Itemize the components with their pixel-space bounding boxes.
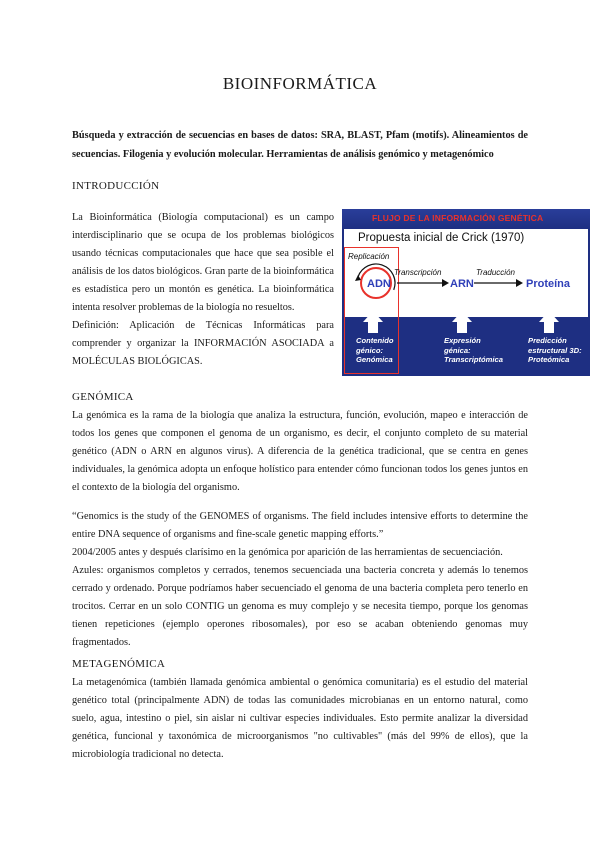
figure-header-title: FLUJO DE LA INFORMACIÓN GENÉTICA: [372, 213, 544, 223]
transcription-arrow-head: [442, 279, 449, 287]
translation-arrow-head: [516, 279, 523, 287]
intro-paragraph-1: La Bioinformática (Biología computacional) es un campo interdisciplinario que se ocupa de los problemas biológicos usando técnicas computacionales que hace que sea posible el análisis de los datos biológicos. Gran parte de la bioinformática es estadística pero un montón es genética. La bioinformática intenta resolver problemas de la biología no resueltos.: [72, 212, 334, 313]
figure-replicacion-label: Replicación: [348, 252, 390, 261]
figure-arn-label: ARN: [450, 278, 474, 290]
caption-line: génico:: [356, 345, 384, 355]
genomica-quote: “Genomics is the study of the GENOMES of organisms. The field includes intensive efforts to determine the entire DNA sequence of organisms and fine-scale genetic mapping efforts.”: [72, 511, 528, 540]
up-arrow-right: [539, 311, 559, 333]
genomica-notes: [72, 508, 528, 652]
genomica-paragraph-2: 2004/2005 antes y después clarísimo en la genómica por aparición de las herramientas de secuenciación.: [72, 547, 503, 558]
caption-line: Genómica: [356, 355, 393, 364]
figure-genomica-caption: [356, 336, 394, 365]
replication-arrow-head: [355, 275, 361, 281]
intro-paragraph-definition: Definición: Aplicación de Técnicas Informáticas para comprender y organizar la INFORMACIÓN ASOCIADA a MOLÉCULAS BIOLÓGICAS.: [72, 320, 334, 367]
genomica-text: [72, 407, 528, 497]
caption-line: génica:: [444, 345, 471, 355]
section-heading-genomica: GENÓMICA: [72, 391, 134, 403]
caption-line: Contenido: [356, 336, 394, 345]
figure-transcripcion-label: Transcripción: [394, 268, 442, 277]
figure-proteomica-caption: [528, 336, 582, 365]
caption-line: Transcriptómica: [444, 355, 503, 364]
metagenomica-paragraph-1: La metagenómica (también llamada genómica ambiental o genómica comunitaria) es el estudio del material genético total (principalmente ADN) de todas las comunidades microbianas en un entorno natural, como suelo, agua, intestino o piel, sin aislar ni cultivar especies individuales. Esto permite analizar la diversidad genética, funcional y taxonómica de microorganismos "no cultivables" (más del 99% de ellos), que la microbiología tradicional no detecta.: [72, 677, 528, 760]
figure-traduccion-label: Traducción: [476, 268, 515, 277]
page-title: BIOINFORMÁTICA: [222, 74, 378, 93]
section-heading-metagenomica: METAGENÓMICA: [72, 658, 166, 670]
figure-transcriptomica-caption: [444, 336, 503, 365]
figure-proteina-label: Proteína: [526, 278, 571, 290]
intro-text: [72, 209, 334, 371]
page-subtitle: Búsqueda y extracción de secuencias en bases de datos: SRA, BLAST, Pfam (motifs). Alineamientos de secuencias. Filogenia y evolución molecular. Herramientas de análisis genómico y metagenómico: [72, 130, 528, 160]
figure-adn-label: ADN: [367, 278, 391, 290]
caption-line: Expresión: [444, 336, 481, 345]
figure-crick-label: Propuesta inicial de Crick (1970): [358, 232, 525, 244]
genomica-paragraph-3: Azules: organismos completos y cerrados, tenemos secuenciada una bacteria concreta y además lo tenemos cerrado y ordenado. Porque podríamos haber secuenciado el genoma de una bacteria completa pero tenerlo en trocitos. Cerrar en un solo CONTIG un genoma es muy complejo y se necesita tiempo, porque los genomas tienen repeticiones (ejemplo operones ribosomales), por eso se acaban obteniendo genomas muy fragmentados.: [72, 565, 528, 648]
metagenomica-text: [72, 674, 528, 764]
up-arrow-middle: [452, 311, 472, 333]
genetic-information-flow-figure: [342, 209, 590, 376]
caption-line: Proteómica: [528, 355, 570, 364]
caption-line: estructural 3D:: [528, 345, 582, 355]
up-arrow-left: [363, 311, 383, 333]
caption-line: Predicción: [528, 336, 567, 345]
genomica-paragraph-1: La genómica es la rama de la biología que analiza la estructura, función, evolución, mapeo e interacción de todos los genes que componen el genoma de un organismo, es decir, el conjunto completo de su material genético (ADN o ARN en algunos virus). A diferencia de la genética tradicional, que se centra en genes individuales, la genómica adopta un enfoque holístico para entender cómo funcionan todos los genes juntos en el contexto de la biología del organismo.: [72, 410, 528, 493]
section-heading-introduccion: INTRODUCCIÓN: [72, 180, 160, 192]
